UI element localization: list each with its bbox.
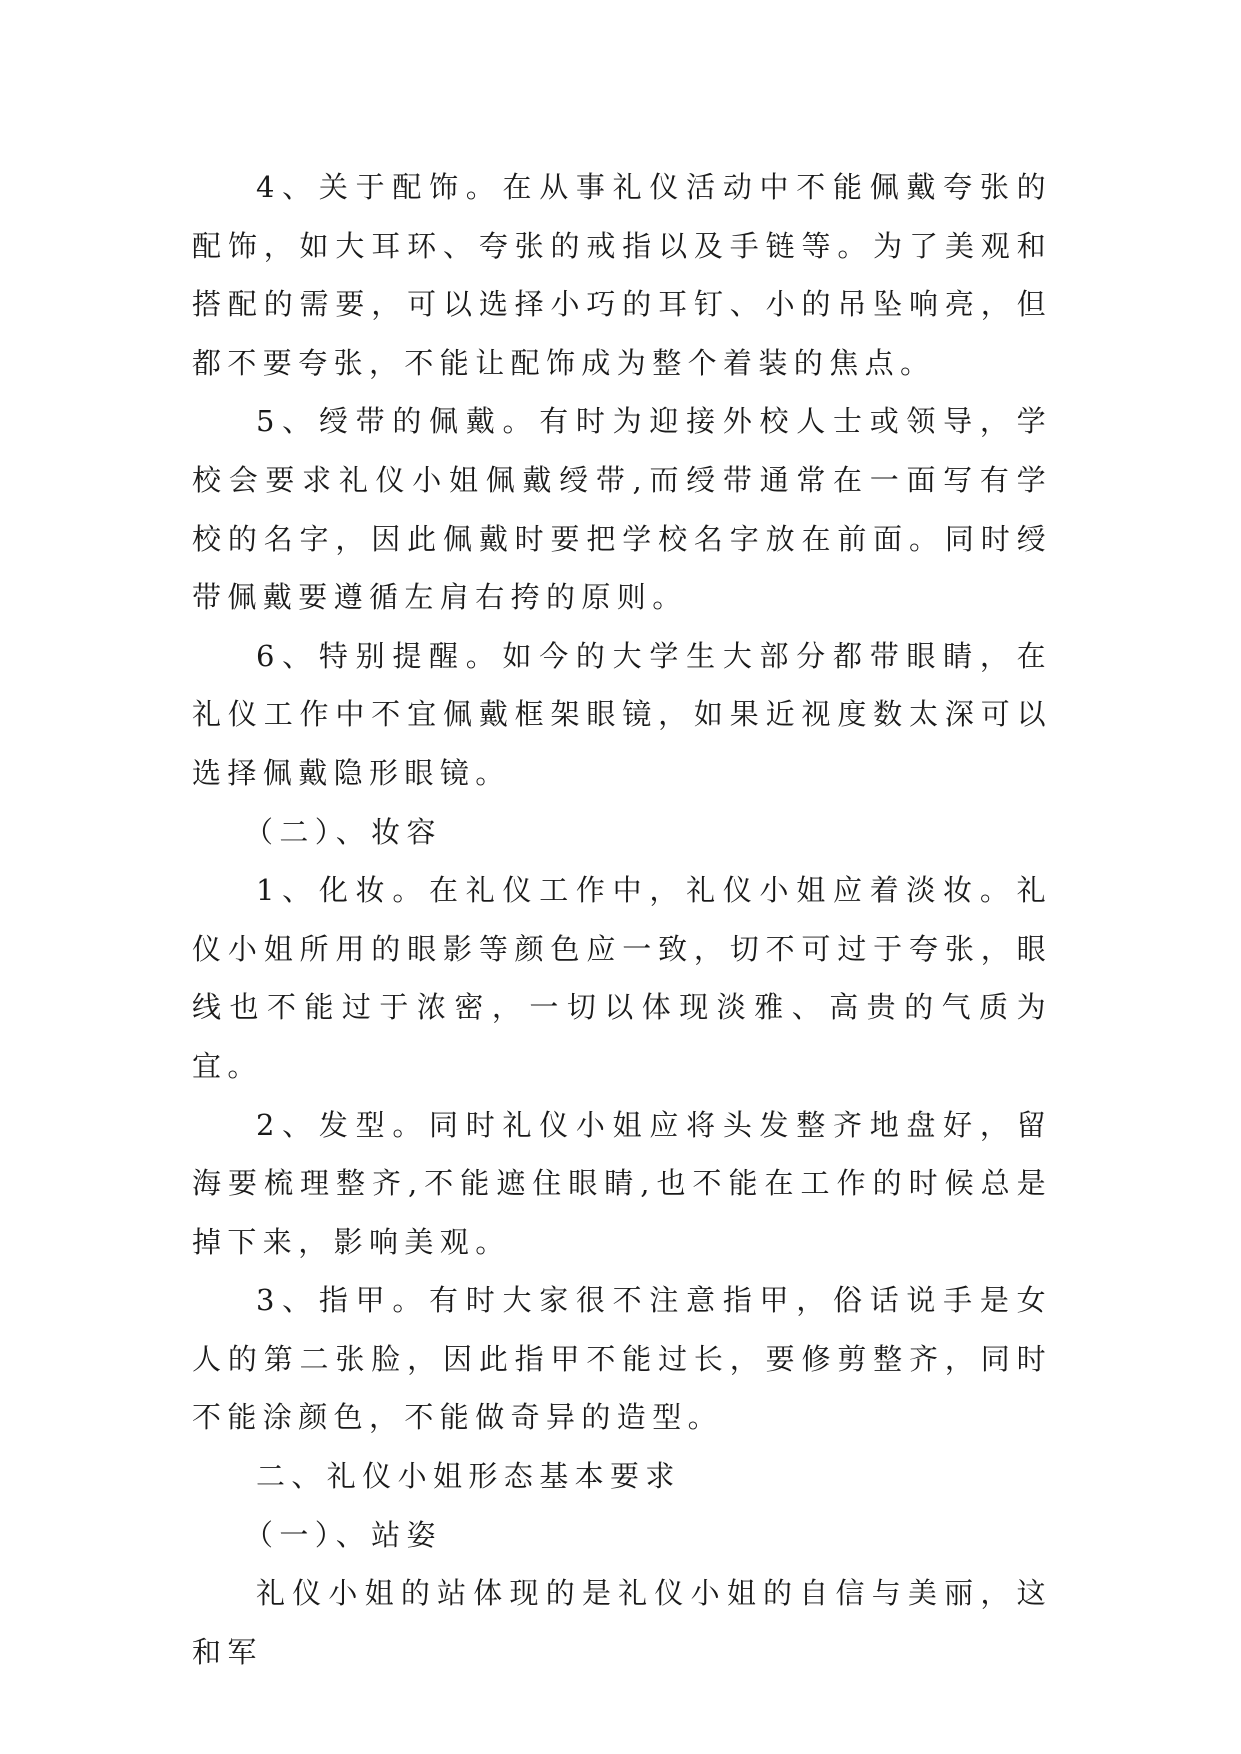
section-heading-makeup: （二）、妆容 <box>244 814 442 849</box>
paragraph-special-reminder: 6、特别提醒。如今的大学生大部分都带眼睛，在礼仪工作中不宜佩戴框架眼镜，如果近视度数太深可以选择佩戴隐形眼镜。 <box>192 638 1052 790</box>
subsection-heading-standing: （一）、站姿 <box>244 1517 442 1552</box>
paragraph-nails: 3、指甲。有时大家很不注意指甲，俗话说手是女人的第二张脸，因此指甲不能过长，要修剪整齐，同时不能涂颜色，不能做奇异的造型。 <box>192 1283 1052 1435</box>
document-page <box>192 158 1052 1681</box>
paragraph-standing: 礼仪小姐的站体现的是礼仪小姐的自信与美丽，这和军 <box>192 1576 1052 1669</box>
paragraph-hairstyle: 2、发型。同时礼仪小姐应将头发整齐地盘好，留海要梳理整齐,不能遮住眼睛,也不能在工作的时候总是掉下来，影响美观。 <box>192 1107 1052 1259</box>
paragraph-sash: 5、绶带的佩戴。有时为迎接外校人士或领导，学校会要求礼仪小姐佩戴绶带,而绶带通常在一面写有学校的名字，因此佩戴时要把学校名字放在前面。同时绶带佩戴要遵循左肩右挎的原则。 <box>192 404 1052 615</box>
section-heading-posture: 二、礼仪小姐形态基本要求 <box>256 1459 681 1494</box>
paragraph-accessories: 4、关于配饰。在从事礼仪活动中不能佩戴夸张的配饰，如大耳环、夸张的戒指以及手链等。为了美观和搭配的需要，可以选择小巧的耳钉、小的吊坠响亮，但都不要夸张，不能让配饰成为整个着装的焦点。 <box>192 170 1052 380</box>
paragraph-makeup: 1、化妆。在礼仪工作中，礼仪小姐应着淡妆。礼仪小姐所用的眼影等颜色应一致，切不可过于夸张，眼线也不能过于浓密，一切以体现淡雅、高贵的气质为宜。 <box>192 873 1052 1083</box>
